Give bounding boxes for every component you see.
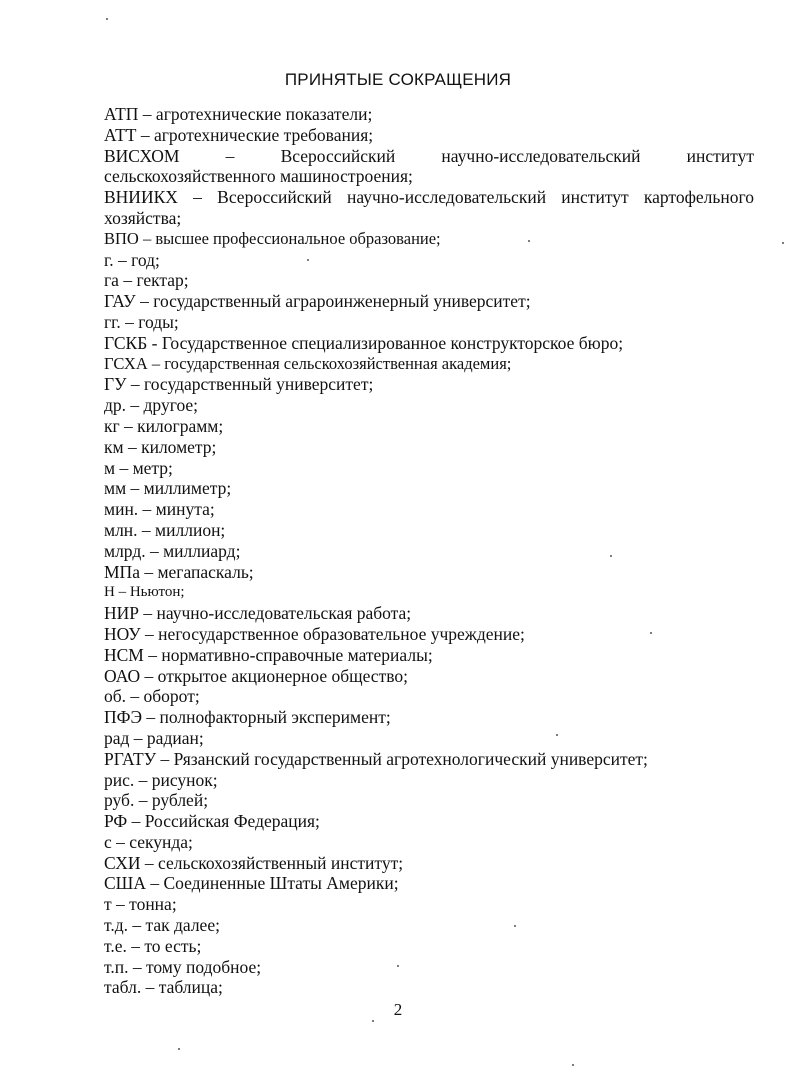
scan-speck [397, 965, 399, 967]
abbreviation-item-gskb: ГСКБ - Государственное специализированное конструкторское бюро; [104, 332, 624, 353]
abbreviation-item-gg: гг. – годы; [104, 311, 179, 332]
abbreviation-item-dr: др. – другое; [104, 395, 199, 416]
abbreviation-item-att: АТТ – агротехнические требования; [104, 124, 374, 145]
scan-speck [572, 1064, 574, 1066]
abbreviation-item-ris: рис. – рисунок; [104, 769, 218, 790]
scan-speck [528, 240, 530, 242]
abbreviation-item-rgatu: РГАТУ – Рязанский государственный агротехнологический университет; [104, 748, 648, 769]
abbreviation-item-oao: ОАО – открытое акционерное общество; [104, 665, 408, 686]
scan-speck [178, 1048, 180, 1050]
scan-speck [610, 555, 612, 557]
abbreviation-item-gu: ГУ – государственный университет; [104, 374, 374, 395]
scan-speck [782, 242, 784, 244]
abbreviation-item-nsm: НСМ – нормативно-справочные материалы; [104, 644, 433, 665]
abbreviation-item-g: г. – год; [104, 249, 160, 270]
abbreviation-item-s: с – секунда; [104, 831, 193, 852]
abbreviation-item-rad: рад – радиан; [104, 727, 204, 748]
scan-speck [372, 1020, 374, 1022]
abbreviation-item-t: т – тонна; [104, 894, 177, 915]
abbreviation-item-atp: АТП – агротехнические показатели; [104, 104, 373, 124]
page-number: 2 [393, 1000, 403, 1019]
abbreviation-item-kg: кг – килограмм; [104, 415, 224, 436]
abbreviation-item-gau: ГАУ – государственный аграроинженерный университет; [104, 291, 531, 312]
scan-speck [556, 734, 558, 736]
abbreviation-item-skhi: СХИ – сельскохозяйственный институт; [104, 852, 404, 873]
abbreviation-item-nou: НОУ – негосударственное образовательное учреждение; [104, 623, 525, 644]
abbreviation-item-tp: т.п. – тому подобное; [104, 956, 262, 977]
abbreviation-item-km: км – километр; [104, 436, 217, 457]
abbreviation-item-rf: РФ – Российская Федерация; [104, 811, 320, 832]
scan-speck [307, 259, 309, 261]
abbreviation-item-min: мин. – минута; [104, 499, 215, 520]
page-title: ПРИНЯТЫЕ СОКРАЩЕНИЯ [284, 70, 512, 89]
abbreviation-item-ssha: США – Соединенные Штаты Америки; [104, 873, 399, 894]
abbreviation-item-ga: га – гектар; [104, 270, 189, 291]
scan-speck [514, 925, 516, 927]
abbreviation-item-mln: млн. – миллион; [104, 519, 226, 540]
abbreviation-item-viskhom: ВИСХОМ – Всероссийский научно-исследовательский институт сельскохозяйственного машиностроения; [104, 145, 754, 187]
abbreviation-item-m: м – метр; [104, 457, 173, 478]
scan-speck [650, 632, 652, 634]
abbreviation-item-tabl: табл. – таблица; [104, 977, 223, 998]
abbreviation-item-mpa: МПа – мегапаскаль; [104, 561, 254, 582]
abbreviation-list [104, 104, 754, 998]
scan-speck [106, 18, 108, 20]
abbreviation-item-mm: мм – миллиметр; [104, 478, 232, 499]
abbreviation-item-vniikkh: ВНИИКХ – Всероссийский научно-исследовательский институт картофельного хозяйства; [104, 187, 754, 228]
abbreviation-item-n: Н – Ньютон; [104, 584, 185, 601]
abbreviation-item-vpo: ВПО – высшее профессиональное образование; [104, 228, 441, 248]
abbreviation-item-gskha: ГСХА – государственная сельскохозяйственная академия; [104, 353, 512, 373]
abbreviation-item-nir: НИР – научно-исследовательская работа; [104, 603, 412, 624]
abbreviation-item-rub: руб. – рублей; [104, 790, 209, 811]
abbreviation-item-ob: об. – оборот; [104, 686, 200, 707]
abbreviation-item-pfe: ПФЭ – полнофакторный эксперимент; [104, 707, 391, 728]
abbreviation-item-mlrd: млрд. – миллиард; [104, 540, 241, 561]
abbreviation-item-te: т.е. – то есть; [104, 935, 202, 956]
abbreviation-item-td: т.д. – так далее; [104, 915, 220, 936]
